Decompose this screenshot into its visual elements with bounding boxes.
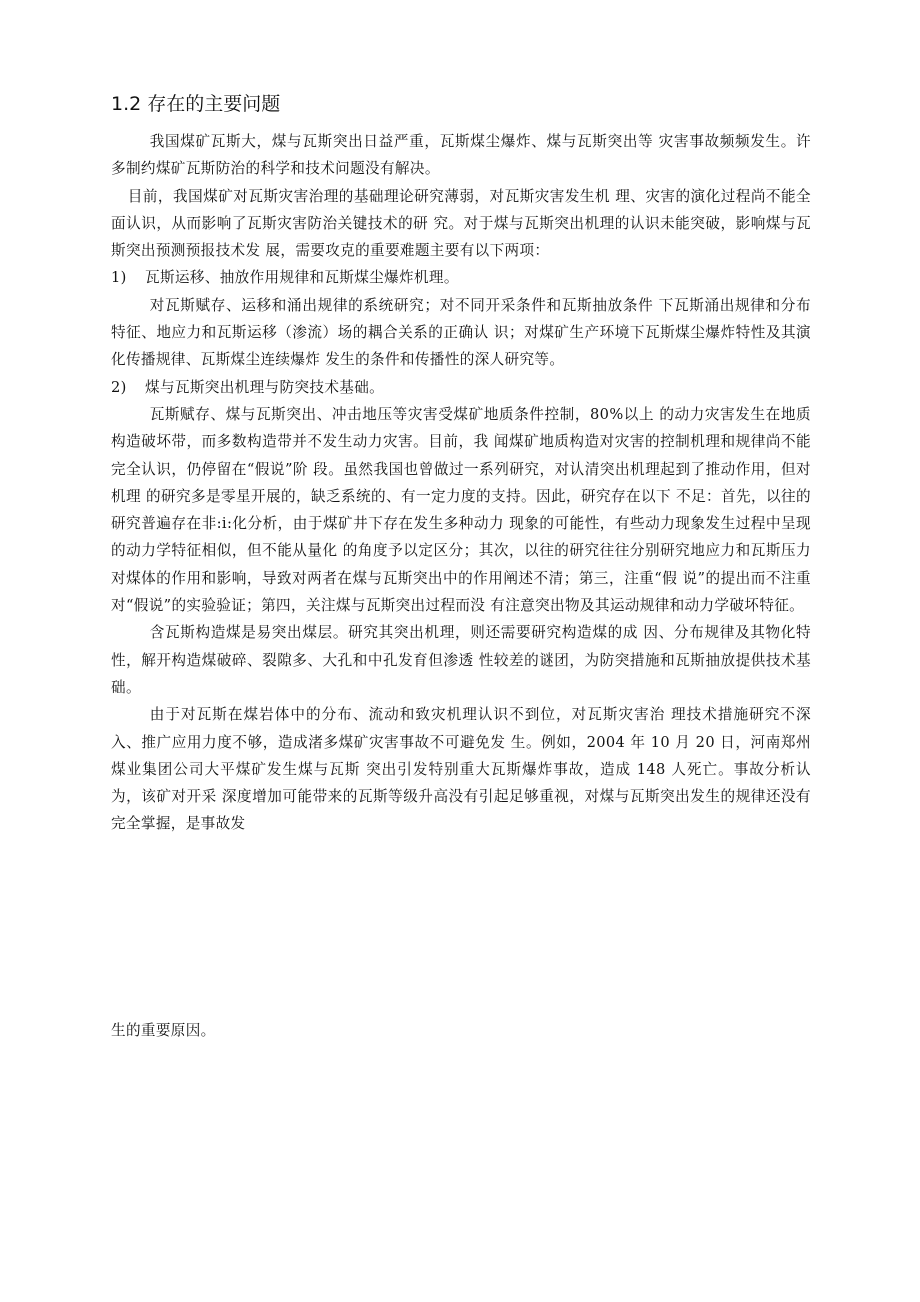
list-item-1-text: 瓦斯运移、抽放作用规律和瓦斯煤尘爆炸机理。 [145,269,459,287]
paragraph-tectonic-coal: 含瓦斯构造煤是易突出煤层。研究其突出机理，则还需要研究构造煤的成 因、分布规律及其物化特性，解开构造煤破碎、裂隙多、大孔和中孔发育但渗透 性较差的谜团，为防突措施和瓦斯抽放提供技术基础。 [111,624,811,696]
list-item-1-number: 1) [111,269,127,287]
paragraph-gas-disasters: 我国煤矿瓦斯大，煤与瓦斯突出日益严重，瓦斯煤尘爆炸、煤与瓦斯突出等 灾害事故频频发生。许多制约煤矿瓦斯防治的科学和技术问题没有解决。 [111,133,811,178]
list-item-2 [111,374,811,401]
list-item-1 [111,264,811,291]
list-item-2-number: 2) [111,378,127,396]
list-item-2-text: 煤与瓦斯突出机理与防突技术基础。 [145,378,385,396]
paragraph-continuation: 生的重要原因。 [111,1022,216,1039]
section-heading: 1.2 存在的主要问题 [111,93,281,115]
paragraph-accident-example: 由于对瓦斯在煤岩体中的分布、流动和致灾机理认识不到位，对瓦斯灾害治 理技术措施研究不深入、推广应用力度不够，造成渚多煤矿灾害事故不可避免发 生。例如，2004 年 10 月 20 日，河南郑州煤业集团公司大平煤矿发生煤与瓦斯 突出引发特别重大瓦斯爆炸事故，造成 148 人死亡。事故分析认为，该矿对开采 深度增加可能带来的瓦斯等级升高没有引起足够重视，对煤与瓦斯突出发生的规律还没有完全掌握，是事故发 [111,706,811,833]
paragraph-research-status: 目前，我国煤矿对瓦斯灾害治理的基础理论研究薄弱，对瓦斯灾害发生机 理、灾害的演化过程尚不能全面认识，从而影响了瓦斯灾害防治关键技术的研 究。对于煤与瓦斯突出机理的认识未能突破，影响煤与瓦斯突出预测预报技术发 展，需要攻克的重要难题主要有以下两项： [111,187,811,260]
paragraph-gas-migration: 对瓦斯赋存、运移和涌出规律的系统研究；对不同开采条件和瓦斯抽放条件 下瓦斯涌出规律和分布特征、地应力和瓦斯运移（渗流）场的耦合关系的正确认 识；对煤矿生产环境下瓦斯煤尘爆炸特性及其演化传播规律、瓦斯煤尘连续爆炸 发生的条件和传播性的深人研究等。 [111,296,811,369]
paragraph-outburst-mechanism: 瓦斯赋存、煤与瓦斯突出、冲击地压等灾害受煤矿地质条件控制，80%以上 的动力灾害发生在地质构造破坏带，而多数构造带并不发生动力灾害。目前，我 闻煤矿地质构造对灾害的控制机理和规律尚不能完全认识，仍停留在“假说”阶 段。虽然我国也曾做过一系列研究，对认清突出机理起到了推动作用，但对机理 的研究多是零星开展的，缺乏系统的、有一定力度的支持。因此，研究存在以下 不足：首先，以往的研究普遍存在非:i:化分析，由于煤矿井下存在发生多种动力 现象的可能性，有些动力现象发生过程中呈现的动力学特征相似，但不能从量化 的角度予以定区分；其次，以往的研究往往分别研究地应力和瓦斯压力对煤体的作用和影响，导致对两者在煤与瓦斯突出中的作用阐述不清；第三，注重“假 说”的提出而不注重对“假说”的实验验证；第四，关注煤与瓦斯突出过程而没 有注意突出物及其运动规律和动力学破坏特征。 [111,405,811,615]
section-body [111,128,811,838]
